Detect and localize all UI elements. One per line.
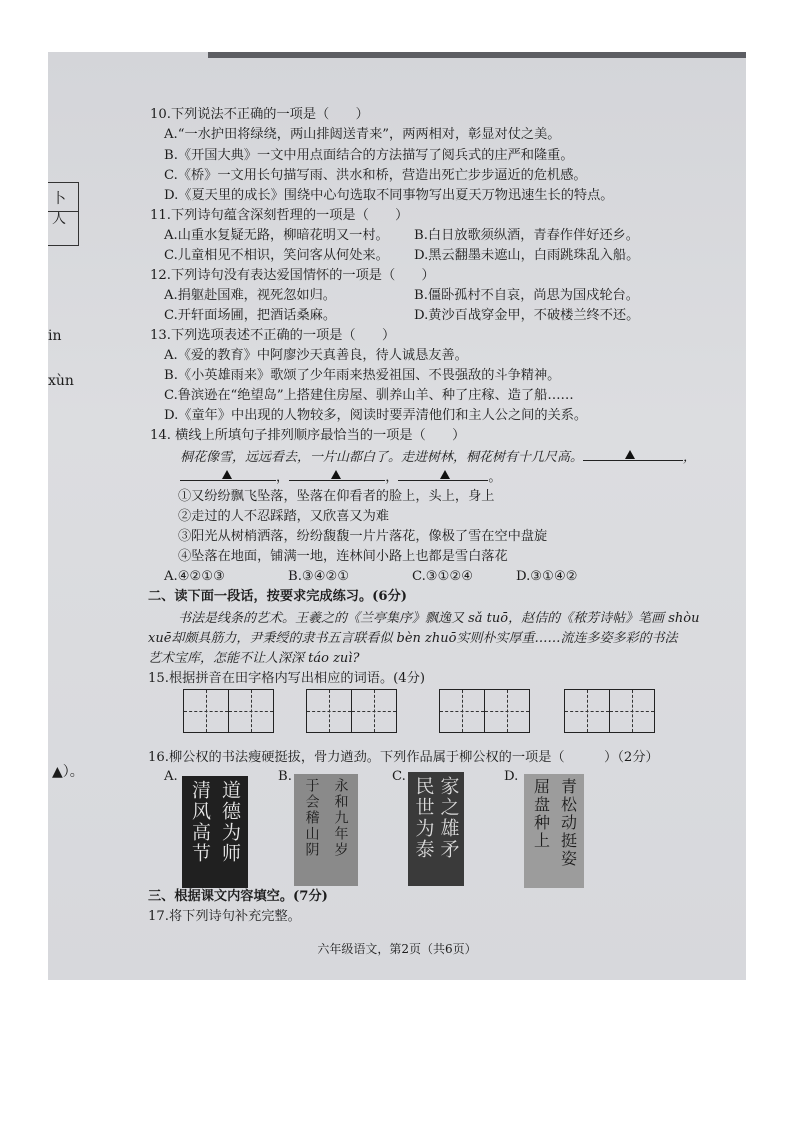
q10-option: D.《夏天里的成长》围绕中心句选取不同事物写出夏天万物迅速生长的特点。 [164, 188, 614, 203]
q11-option: B.白日放歌须纵酒，青春作伴好还乡。 [414, 228, 639, 243]
q11-option: D.黑云翻墨未遮山，白雨跳珠乱入船。 [414, 248, 640, 263]
tianzige-cell[interactable] [610, 690, 654, 732]
tianzige-grid[interactable] [439, 689, 530, 733]
score-box [48, 182, 79, 246]
q17-stem: 17.将下列诗句补充完整。 [148, 909, 301, 924]
paper-edge [208, 52, 746, 58]
q14-item: ④坠落在地面，铺满一地，连林间小路上也都是雪白落花 [178, 549, 508, 564]
section2-title: 二、读下面一段话，按要求完成练习。(6分) [148, 589, 408, 604]
section2-passage: xuē却颇具筋力，尹秉绶的隶书五言联看似 bèn zhuō实则朴实厚重……流连多姿多彩的书法 [148, 631, 678, 646]
section3-title: 三、根据课文内容填空。(7分) [148, 889, 328, 904]
q14-passage-cont: ， ， 。 [180, 468, 502, 487]
answer-blank [289, 468, 385, 481]
triangle-icon [331, 470, 341, 479]
q14-option: D.③①④② [516, 569, 578, 584]
q14-item: ③阳光从树梢洒落，纷纷馥馥一片片落花，像极了雪在空中盘旋 [178, 529, 548, 544]
calligraphy-image-c: 家之雄矛 民世为泰 [408, 772, 464, 886]
triangle-icon [440, 470, 450, 479]
q12-option: A.捐躯赴国难，视死忽如归。 [164, 288, 336, 303]
q13-option: B.《小英雄雨来》歌颂了少年雨来热爱祖国、不畏强敌的斗争精神。 [164, 368, 561, 383]
triangle-icon [222, 470, 232, 479]
tianzige-grid[interactable] [183, 689, 274, 733]
q14-option: B.③④②① [288, 569, 350, 584]
callig-label-b: B. [278, 769, 292, 784]
calligraphy-image-b: 永和九年岁 于会稽山阴 [294, 774, 358, 886]
margin-fragment: xùn [48, 373, 74, 389]
q13-option: A.《爱的教育》中阿廖沙天真善良，待人诚恳友善。 [164, 348, 468, 363]
q13-option: C.鲁滨逊在“绝望岛”上搭建住房屋、驯养山羊、种了庄稼、造了船…… [164, 388, 574, 403]
q14-option: A.④②①③ [164, 569, 226, 584]
q14-passage: 桐花像雪，远远看去，一片山都白了。走进树林，桐花树有十几尺高。 ， [180, 450, 697, 465]
answer-blank [583, 448, 683, 461]
page-footer: 六年级语文，第2页（共6页） [317, 942, 477, 956]
calligraphy-image-a: 道德为师 清风高节 [182, 776, 248, 888]
q15-stem: 15.根据拼音在田字格内写出相应的词语。(4分) [148, 671, 426, 686]
q12-option: C.开轩面场圃，把酒话桑麻。 [164, 308, 337, 323]
q10-option: C.《桥》一文用长句描写雨、洪水和桥，营造出死亡步步逼近的危机感。 [164, 168, 587, 183]
q14-item: ②走过的人不忍踩踏，又欣喜又为难 [178, 509, 389, 524]
q12-stem: 12.下列诗句没有表达爱国情怀的一项是（ ） [150, 268, 435, 283]
q12-option: D.黄沙百战穿金甲，不破楼兰终不还。 [414, 308, 640, 323]
tianzige-cell[interactable] [307, 690, 352, 732]
tianzige-cell[interactable] [565, 690, 610, 732]
section2-passage: 书法是线条的艺术。王羲之的《兰亭集序》飘逸又 sǎ tuō，赵佶的《秾芳诗帖》笔画 shòu [178, 611, 700, 626]
tianzige-cell[interactable] [352, 690, 396, 732]
q10-stem: 10.下列说法不正确的一项是（ ） [150, 107, 369, 122]
margin-fragment: in [48, 328, 62, 344]
q14-stem: 14. 横线上所填句子排列顺序最恰当的一项是（ ） [150, 428, 466, 443]
calligraphy-image-d: 青松动挺姿 屈盘种上 [524, 774, 584, 888]
margin-fragment: ▲）。 [52, 764, 84, 780]
q16-stem: 16.柳公权的书法瘦硬挺拔，骨力遒劲。下列作品属于柳公权的一项是（ ）（2分） [148, 750, 659, 765]
q13-option: D.《童年》中出现的人物较多，阅读时要弄清他们和主人公之间的关系。 [164, 408, 588, 423]
q10-option: A.“一水护田将绿绕，两山排闼送青来”，两两相对，彰显对仗之美。 [164, 127, 561, 142]
callig-label-a: A. [164, 769, 178, 784]
q14-item: ①又纷纷飘飞坠落，坠落在仰看者的脸上，头上，身上 [178, 489, 495, 504]
q10-option: B.《开国大典》一文中用点面结合的方法描写了阅兵式的庄严和隆重。 [164, 148, 574, 163]
callig-label-c: C. [392, 769, 406, 784]
tianzige-cell[interactable] [485, 690, 529, 732]
q11-option: A.山重水复疑无路，柳暗花明又一村。 [164, 228, 389, 243]
answer-blank [398, 468, 488, 481]
section2-passage: 艺术宝库，怎能不让人深深 táo zuì? [148, 651, 360, 666]
tianzige-grid[interactable] [564, 689, 655, 733]
tianzige-cell[interactable] [440, 690, 485, 732]
tianzige-cell[interactable] [184, 690, 229, 732]
exam-page-photo [48, 52, 746, 980]
callig-label-d: D. [504, 769, 519, 784]
score-box-label: 卜人 [52, 191, 66, 227]
answer-blank [180, 468, 276, 481]
triangle-icon [625, 450, 635, 459]
tianzige-grid[interactable] [306, 689, 397, 733]
q12-option: B.僵卧孤村不自哀，尚思为国戍轮台。 [414, 288, 639, 303]
q11-stem: 11.下列诗句蕴含深刻哲理的一项是（ ） [150, 208, 409, 223]
q11-option: C.儿童相见不相识，笑问客从何处来。 [164, 248, 389, 263]
tianzige-cell[interactable] [229, 690, 273, 732]
q13-stem: 13.下列选项表述不正确的一项是（ ） [150, 328, 396, 343]
q14-option: C.③①②④ [412, 569, 474, 584]
